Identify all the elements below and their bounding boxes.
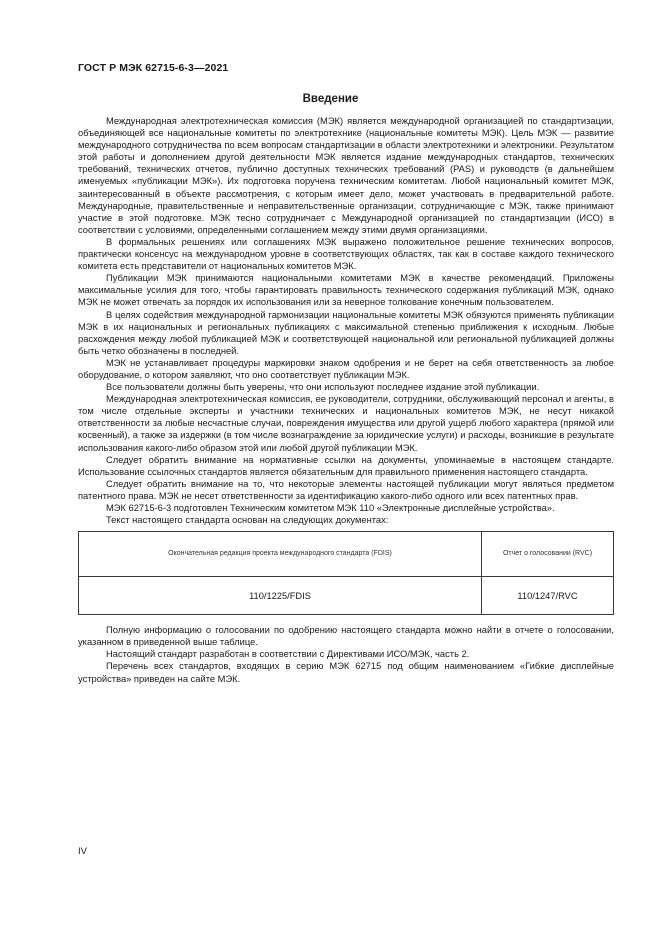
fdis-column-header: Окончательная редакция проекта международного стандарта (FDIS) <box>79 532 482 577</box>
paragraph-marking: МЭК не устанавливает процедуры маркировки знаком одобрения и не берет на себя ответственность за любое оборудование, о котором заявляют, что оно соответствует публикации МЭК. <box>78 357 614 380</box>
voting-documents-table <box>78 531 614 615</box>
paragraph-series-list: Перечень всех стандартов, входящих в серию МЭК 62715 под общим наименованием «Гибкие дисплейные устройства» приведен на сайте МЭК. <box>78 661 614 684</box>
paragraph-harmonization: В целях содействия международной гармонизации национальные комитеты МЭК обязуются применять публикации МЭК в их национальных и региональных публикациях с максимальной степенью приближения к исходным. Любые расхождения между любой публикацией МЭК и соответствующей национальной или региональной публикацией должны быть четко обозначены в последней. <box>78 309 614 356</box>
introduction-body <box>78 115 614 685</box>
section-title: Введение <box>302 93 359 105</box>
page-number: IV <box>78 846 87 857</box>
paragraph-voting-info: Полную информацию о голосовании по одобрению настоящего стандарта можно найти в отчете о голосовании, указанном в приведенной выше таблице. <box>78 625 614 648</box>
paragraph-based-on-documents: Текст настоящего стандарта основан на следующих документах: <box>106 515 389 526</box>
paragraph-iec-overview: Международная электротехническая комиссия (МЭК) является международной организацией по стандартизации, объединяющей все национальные комитеты по электротехнике (национальные комитеты МЭК). Цель МЭК — развитие международного сотрудничества по всем вопросам стандартизации в области электротехники и электроники. Результатом этой работы и дополнением другой деятельности МЭК является издание международных стандартов, технических требований, технических отчетов, публично доступных технических требований (PAS) и руководств (в дальнейшем именуемых «публикации МЭК»). Их подготовка поручена техническим комитетам. Любой национальный комитет МЭК, заинтересованный в объекте рассмотрения, с которым имеет дело, может участвовать в предварительной работе. Международные, правительственные и неправительственные организации, сотрудничающие с МЭК, также принимают участие в этой подготовке. МЭК тесно сотрудничает с Международной организацией по стандартизации (ИСО) в соответствии с условиями, определенными соглашением между этими двумя организациями. <box>78 116 614 235</box>
table-header-row <box>79 532 614 577</box>
paragraph-latest-edition: Все пользователи должны быть уверены, что они используют последнее издание этой публикации. <box>106 382 540 393</box>
table-row <box>79 577 614 615</box>
standard-header: ГОСТ Р МЭК 62715-6-3—2021 <box>78 62 229 74</box>
rvc-column-header: Отчет о голосовании (RVC) <box>482 532 614 577</box>
paragraph-normative-references: Следует обратить внимание на нормативные ссылки на документы, упоминаемые в настоящем стандарте. Использование ссылочных стандартов является обязательным для правильного применения настоящего стандарта. <box>78 454 614 477</box>
paragraph-technical-committee: МЭК 62715-6-3 подготовлен Техническим комитетом МЭК 110 «Электронные дисплейные устройства». <box>106 503 555 513</box>
fdis-document-cell: 110/1225/FDIS <box>79 577 482 615</box>
paragraph-liability: Международная электротехническая комиссия, ее руководители, сотрудники, обслуживающий персонал и агенты, в том числе отдельные эксперты и участники технических и национальных комитетов МЭК, не несут никакой ответственности за любые несчастные случаи, повреждения имущества или другой ущерб любого характера (прямой или косвенный), а также за издержки (в том числе вознаграждение за юридические услуги) и расходы, возникшие в результате использования какого-либо образом этой или любой другой публикации МЭК. <box>78 394 614 453</box>
paragraph-iso-directives: Настоящий стандарт разработан в соответствии с Директивами ИСО/МЭК, часть 2. <box>106 649 470 660</box>
paragraph-publications-recommendations: Публикации МЭК принимаются национальными комитетами МЭК в качестве рекомендаций. Приложены максимальные усилия для того, чтобы гарантировать правильность технического содержания публикаций МЭК, однако МЭК не может отвечать за порядок их использования или за неверное толкование конечным пользователем. <box>78 273 614 308</box>
paragraph-formal-decisions: В формальных решениях или соглашениях МЭК выражено положительное решение технических вопросов, практически консенсус на международном уровне в соответствующих областях, так как в составе каждого технического комитета есть представители от национальных комитетов МЭК. <box>78 236 614 272</box>
rvc-document-cell: 110/1247/RVC <box>482 577 614 615</box>
paragraph-patents: Следует обратить внимание на то, что некоторые элементы настоящей публикации могут являться предметом патентного права. МЭК не несет ответственности за идентификацию какого-либо одного или всех патентных прав. <box>78 478 614 501</box>
